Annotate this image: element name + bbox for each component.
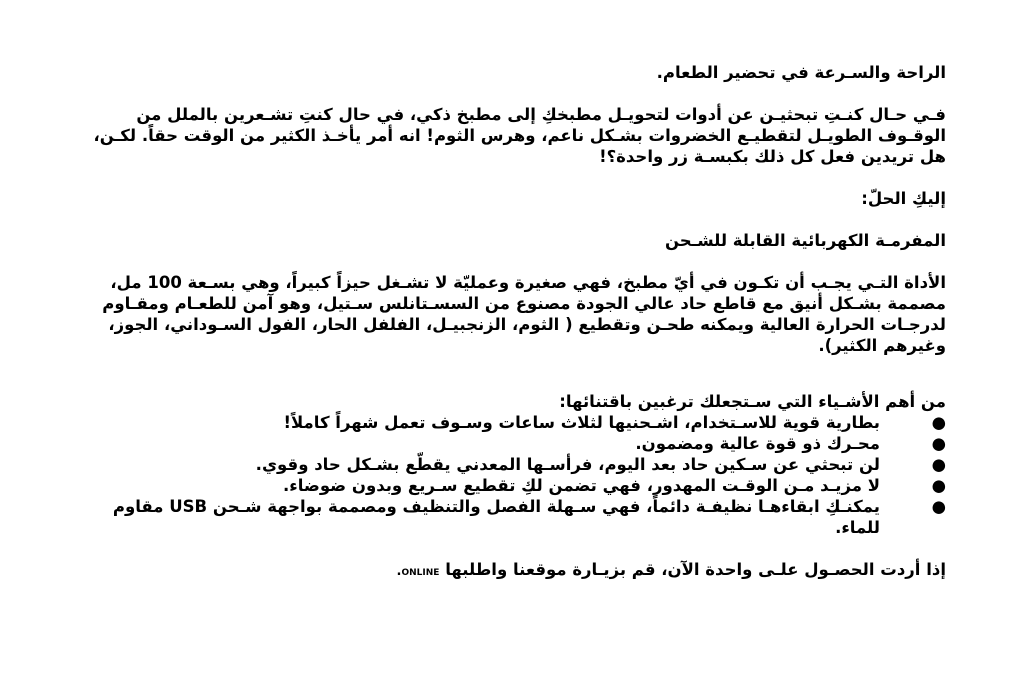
intro-tail: الراحة والسـرعة في تحضير الطعام.	[656, 63, 946, 82]
cta-online: online.	[396, 564, 440, 579]
list-item	[78, 496, 946, 538]
bullet-icon: ●	[931, 434, 946, 453]
spacer	[78, 83, 946, 104]
bullet-icon: ●	[931, 497, 946, 516]
list-item	[78, 433, 946, 454]
product-name: المفرمـة الكهربائية القابلة للشـحن	[664, 231, 946, 250]
cta-text: إذا أردت الحصـول علـى واحدة الآن، قم بزيـارة موقعنا واطلبها	[445, 560, 946, 579]
list-item	[78, 412, 946, 433]
feature-text: بطارية قوية للاسـتخدام، اشـحنيها لثلاث ساعات وسـوف تعمل شهراً كاملاً!	[283, 413, 880, 432]
feature-text: محـرك ذو قوة عالية ومضمون.	[635, 434, 880, 453]
product-description: الأداة التـي يجـب أن تكـون في أيّ مطبخ، فهي صغيرة وعمليّة لا تشـغل حيزاً كبيراً، وهي بسـعة 100 مل، مصممة بشـكل أنيق مع قاطع حاد عالي الجودة مصنوع من السسـتانلس سـتيل، وهو آمن للطعـام ومقـاوم لدرجـات الحرارة العالية ويمكنه طحـن وتقطيع ( الثوم، الزنجبيـل، الفلفل الحار، الفول السـوداني، الجوز، وغيرهم الكثير).	[102, 273, 946, 355]
list-item	[78, 454, 946, 475]
solution-label: إليكِ الحلّ:	[861, 189, 946, 208]
spacer	[78, 356, 946, 391]
list-item	[78, 475, 946, 496]
spacer	[78, 538, 946, 559]
feature-text: لن تبحثي عن سـكين حاد بعد اليوم، فرأسـها المعدني يقطّع بشـكل حاد وقوي.	[255, 455, 880, 474]
features-list	[78, 412, 946, 538]
spacer	[78, 209, 946, 230]
features-heading: من أهم الأشـياء التي سـتجعلك ترغبين باقتنائها:	[559, 392, 946, 411]
bullet-icon: ●	[931, 413, 946, 432]
bullet-icon: ●	[931, 455, 946, 474]
spacer	[78, 167, 946, 188]
feature-text: يمكنـكِ ابقاءهـا نظيفـة دائماً، فهي سـهلة الفصل والتنظيف ومصممة بواجهة شـحن USB مقاوم للماء.	[112, 497, 880, 537]
document-body	[78, 62, 946, 582]
problem-paragraph: فـي حـال كنـتِ تبحثيـن عن أدوات لتحويـل مطبخكِ إلى مطبخ ذكي، في حال كنتِ تشـعرين بالملل من الوقـوف الطويـل لتقطيـع الخضروات بشـكل ناعم، وهرس الثوم! انه أمر يأخـذ الكثير من الوقت حقاً. لكـن، هل تريدين فعل كل ذلك بكبسـة زر واحدة؟!	[93, 105, 946, 166]
spacer	[78, 251, 946, 272]
bullet-icon: ●	[931, 476, 946, 495]
feature-text: لا مزيـد مـن الوقـت المهدور، فهي تضمن لكِ تقطيع سـريع وبدون ضوضاء.	[282, 476, 880, 495]
call-to-action	[78, 559, 946, 582]
